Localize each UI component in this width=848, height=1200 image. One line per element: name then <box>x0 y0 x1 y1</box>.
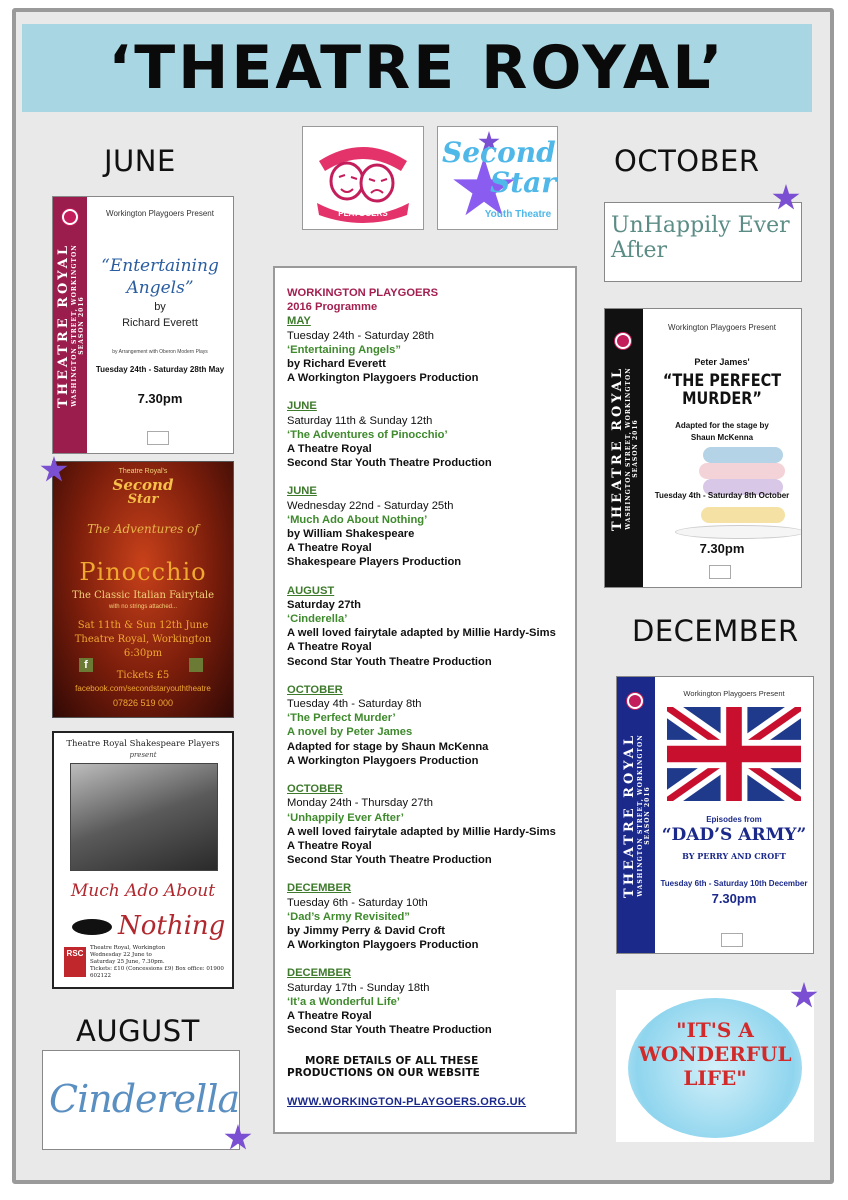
entry-line: by William Shakespeare <box>287 528 415 541</box>
entry-line: A Theatre Royal <box>287 542 372 555</box>
entry-line: A Workington Playgoers Production <box>287 939 479 952</box>
dads-episodes: Episodes from <box>706 815 762 824</box>
entry-line: A well loved fairytale adapted by Millie Hardy-Sims <box>287 825 556 838</box>
unhappily-title: UnHappily Ever After <box>611 213 790 263</box>
pinocchio-subtitle: The Classic Italian Fairytale <box>71 590 215 601</box>
playgoers-logo-top: WORKINGTON <box>331 135 395 145</box>
poster-spine: THEATRE ROYAL WASHINGTON STREET, WORKINGTON SEASON 2016 <box>53 197 87 453</box>
pinocchio-script3: of <box>187 522 199 536</box>
dads-by: BY PERRY AND CROFT <box>682 851 786 861</box>
programme-org: WORKINGTON PLAYGOERS <box>287 287 439 299</box>
programme-subtitle: 2016 Programme <box>287 301 378 314</box>
pinocchio-strings: with no strings attached... <box>108 604 178 610</box>
muchado-engraving <box>70 763 218 871</box>
programme-entry <box>287 683 563 768</box>
page-title: ‘THEATRE ROYAL’ <box>108 33 726 103</box>
entry-line: A Theatre Royal <box>287 641 372 654</box>
poster-perfect-murder <box>604 308 802 588</box>
pinocchio-facebook: facebook.com/secondstaryouththeatre <box>75 684 211 693</box>
pinocchio-script1: The <box>87 522 110 536</box>
sponsor-logo <box>147 431 169 445</box>
poster-author: Richard Everett <box>122 317 198 329</box>
facebook-icon: f <box>79 658 93 672</box>
muchado-title2: Nothing <box>118 911 226 941</box>
poster-title: “Entertaining Angels” <box>101 256 219 298</box>
murder-adapted1: Adapted for the stage by <box>675 421 769 430</box>
muchado-title1: Much Ado About <box>70 881 216 901</box>
wonderful-line2: WONDERFUL <box>638 1042 792 1066</box>
details-line2: PRODUCTIONS ON OUR WEBSITE <box>287 1067 480 1080</box>
entry-line: Second Star Youth Theatre Production <box>287 854 492 867</box>
entry-line: A Workington Playgoers Production <box>287 372 479 385</box>
entry-title: ‘Unhappily Ever After’ <box>287 811 404 824</box>
second-star-line2: Star <box>489 166 557 199</box>
entry-month: JUNE <box>287 485 317 498</box>
entry-date: Saturday 11th & Sunday 12th <box>287 414 433 427</box>
poster-dates: Tuesday 24th - Saturday 28th May <box>95 365 225 374</box>
wonderful-line3: LIFE" <box>683 1066 747 1090</box>
month-december: DECEMBER <box>632 614 799 648</box>
wonderful-line1: "IT'S A <box>676 1018 754 1042</box>
entry-line: Second Star Youth Theatre Production <box>287 655 492 668</box>
website-link[interactable]: WWW.WORKINGTON-PLAYGOERS.ORG.UK <box>287 1096 527 1109</box>
macaron <box>703 447 783 463</box>
programme-entry <box>287 314 563 385</box>
pinocchio-tickets: Tickets £5 <box>116 670 170 681</box>
poster-wonderful-life <box>616 990 814 1142</box>
month-october: OCTOBER <box>614 144 760 178</box>
macaron <box>699 463 785 479</box>
entry-month: MAY <box>287 315 311 328</box>
poster-presents: Workington Playgoers Present <box>106 209 214 218</box>
playgoers-logo-bottom: PLAYGOERS <box>338 209 388 218</box>
entry-title: ‘The Perfect Murder’ <box>287 712 396 725</box>
sponsor-logo <box>709 565 731 579</box>
dads-dates: Tuesday 6th - Saturday 10th December <box>660 879 808 888</box>
murder-time: 7.30pm <box>699 541 745 556</box>
entry-month: DECEMBER <box>287 882 352 895</box>
murder-author: Peter James' <box>694 357 750 367</box>
programme-entry <box>287 484 563 569</box>
programme-entry <box>287 966 563 1037</box>
entry-title: ‘Cinderella’ <box>287 613 348 626</box>
poster-dads-army <box>616 676 814 954</box>
murder-adapted2: Shaun McKenna <box>690 433 754 442</box>
rsc-logo: RSC <box>64 947 86 977</box>
entry-date: Tuesday 6th - Saturday 10th <box>287 896 428 909</box>
entry-line: by Jimmy Perry & David Croft <box>287 924 445 937</box>
entry-title: ‘Entertaining Angels” <box>287 343 401 356</box>
entry-date: Tuesday 4th - Saturday 8th <box>287 698 422 711</box>
second-star-sub: Youth Theatre <box>484 209 552 220</box>
entry-month: OCTOBER <box>287 683 343 696</box>
entry-line: A Theatre Royal <box>287 839 372 852</box>
poster-time: 7.30pm <box>137 391 183 406</box>
programme-entry <box>287 881 563 952</box>
theatre-seal-icon <box>62 209 78 225</box>
entry-date: Saturday 27th <box>287 598 361 611</box>
second-star-logo <box>437 126 558 230</box>
entry-title: ‘It’a a Wonderful Life’ <box>287 995 400 1008</box>
programme-panel <box>273 266 577 1134</box>
plate <box>675 525 802 539</box>
month-june: JUNE <box>104 144 176 178</box>
pinocchio-header1: Theatre Royal's <box>118 468 168 475</box>
poster-arrangement: by Arrangement with Oberon Modern Plays <box>112 349 208 355</box>
entry-line: Shakespeare Players Production <box>287 556 462 569</box>
poster-spine: THEATRE ROYAL WASHINGTON STREET, WORKINGTON SEASON 2016 <box>605 309 643 587</box>
playgoers-logo <box>302 126 424 230</box>
entry-line: Adapted for stage by Shaun McKenna <box>287 740 489 753</box>
pinocchio-venue: Theatre Royal, Workington <box>74 634 212 645</box>
poster-by: by <box>154 301 166 313</box>
muchado-info1: Theatre Royal, Workington <box>90 945 166 951</box>
pinocchio-dates: Sat 11th & Sun 12th June <box>77 620 209 631</box>
entry-title: ‘Dad’s Army Revisited” <box>287 910 410 923</box>
pinocchio-phone: 07826 519 000 <box>112 698 174 708</box>
murder-dates: Tuesday 4th - Saturday 8th October <box>654 491 790 500</box>
theatre-seal-icon <box>627 693 643 709</box>
entry-line: A Theatre Royal <box>287 443 372 456</box>
muchado-info3: Saturday 25 June, 7.30pm. <box>90 959 165 965</box>
pinocchio-title: Pinocchio <box>79 558 207 586</box>
entry-month: OCTOBER <box>287 783 343 796</box>
entry-date: Wednesday 22nd - Saturday 25th <box>287 499 454 512</box>
union-flag <box>667 707 801 801</box>
entry-title: ‘The Adventures of Pinocchio’ <box>287 428 448 441</box>
muchado-present: present <box>129 751 157 759</box>
entry-line: by Richard Everett <box>287 358 386 371</box>
pinocchio-time: 6:30pm <box>123 648 163 659</box>
entry-title: ‘Much Ado About Nothing’ <box>287 513 428 526</box>
murder-title2: MURDER” <box>682 389 762 409</box>
murder-presents: Workington Playgoers Present <box>668 323 776 332</box>
dads-presents: Workington Playgoers Present <box>683 689 785 698</box>
cinderella-title: Cinderella <box>49 1077 240 1121</box>
entry-line: Second Star Youth Theatre Production <box>287 457 492 470</box>
poster-cinderella <box>42 1050 240 1150</box>
entry-month: DECEMBER <box>287 967 352 980</box>
dads-time: 7.30pm <box>711 891 757 906</box>
pinocchio-script2: Adventures <box>113 522 184 536</box>
murder-title1: “THE PERFECT <box>662 371 782 391</box>
poster-unhappily <box>604 202 802 282</box>
entry-month: AUGUST <box>287 584 335 597</box>
programme-entry <box>287 399 563 470</box>
entry-line: Second Star Youth Theatre Production <box>287 1024 492 1037</box>
pinocchio-header3: Star <box>127 492 159 507</box>
entry-month: JUNE <box>287 400 317 413</box>
entry-line: A well loved fairytale adapted by Millie Hardy-Sims <box>287 627 556 640</box>
muchado-header: Theatre Royal Shakespeare Players <box>66 739 220 749</box>
sponsor-logo <box>721 933 743 947</box>
poster-entertaining-angels <box>52 196 234 454</box>
second-star-line1: Second <box>442 136 556 169</box>
title-banner <box>22 24 812 112</box>
mask-icon <box>72 919 112 935</box>
poster-spine: THEATRE ROYAL WASHINGTON STREET, WORKINGTON SEASON 2016 <box>617 677 655 953</box>
theatre-seal-icon <box>615 333 631 349</box>
month-august: AUGUST <box>76 1014 200 1048</box>
pinocchio-header2: Second <box>112 476 174 494</box>
muchado-info2: Wednesday 22 June to <box>90 952 152 958</box>
programme-entry <box>287 584 563 669</box>
programme-entry <box>287 782 563 867</box>
entry-line: A Theatre Royal <box>287 1009 372 1022</box>
entry-title: A novel by Peter James <box>287 726 413 739</box>
entry-date: Tuesday 24th - Saturday 28th <box>287 329 434 342</box>
poster-pinocchio <box>52 461 234 718</box>
macaron <box>701 507 785 523</box>
details-line1: MORE DETAILS OF ALL THESE <box>305 1055 479 1068</box>
entry-date: Monday 24th - Thursday 27th <box>287 797 433 810</box>
entry-line: A Workington Playgoers Production <box>287 754 479 767</box>
dads-title: “DAD’S ARMY” <box>661 825 807 845</box>
poster-much-ado <box>52 731 234 989</box>
muchado-info4: Tickets: £10 (Concessions £9) Box office: 01900 602122 <box>90 966 224 979</box>
entry-date: Saturday 17th - Sunday 18th <box>287 981 430 994</box>
